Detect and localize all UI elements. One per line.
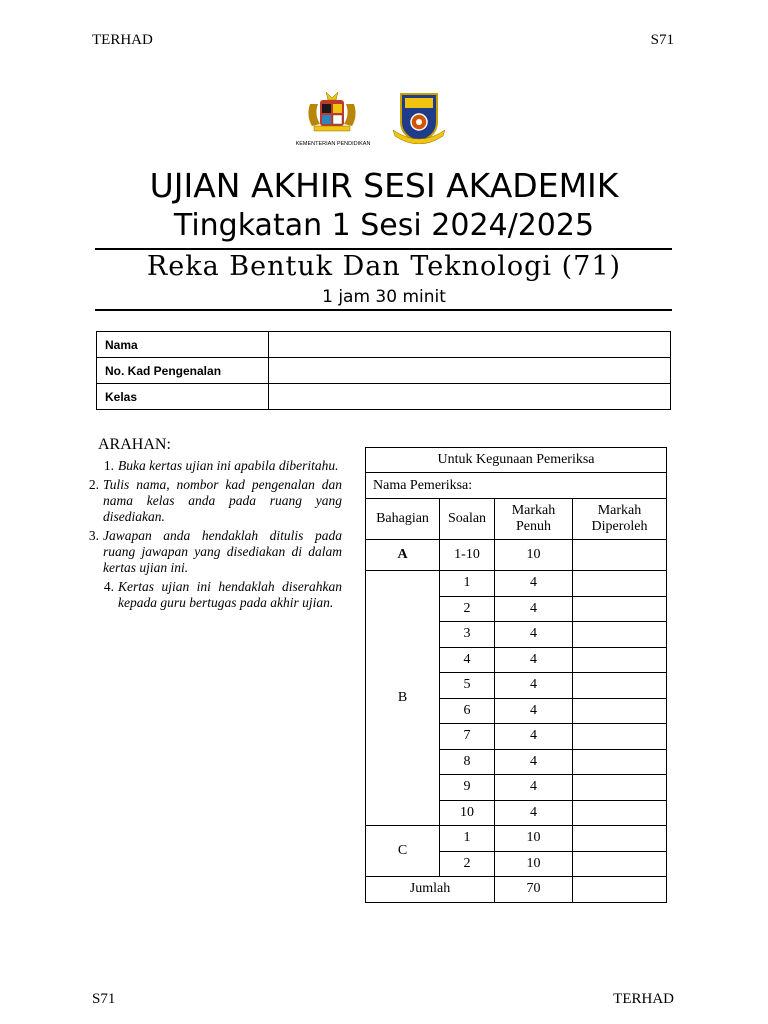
question-number: 6 [440, 698, 495, 724]
class-field[interactable] [269, 384, 671, 410]
obtained-mark-cell[interactable] [573, 749, 667, 775]
question-number: 3 [440, 622, 495, 648]
examiner-name-field[interactable]: Nama Pemeriksa: [366, 473, 667, 499]
header-section: Bahagian [366, 499, 440, 540]
full-mark: 4 [495, 622, 573, 648]
table-row [366, 571, 667, 597]
obtained-mark-cell[interactable] [573, 673, 667, 699]
instruction-number: 3. [88, 528, 99, 543]
full-mark: 4 [495, 724, 573, 750]
full-mark: 4 [495, 647, 573, 673]
full-mark: 10 [495, 540, 573, 571]
section-a-label: A [366, 540, 440, 571]
full-mark: 10 [495, 826, 573, 852]
instruction-item [88, 458, 342, 474]
bottom-rule [95, 309, 672, 311]
candidate-ic-row [97, 358, 671, 384]
header-full-marks: Markah Penuh [495, 499, 573, 540]
instruction-text: Buka kertas ujian ini apabila diberitahu. [118, 458, 339, 473]
name-label: Nama [97, 332, 269, 358]
candidate-class-row [97, 384, 671, 410]
ic-label: No. Kad Pengenalan [97, 358, 269, 384]
instruction-text: Jawapan anda hendaklah ditulis pada ruang jawapan yang disediakan di dalam kertas ujian ini. [103, 528, 342, 575]
instruction-number: 4. [103, 579, 114, 594]
obtained-mark-cell[interactable] [573, 851, 667, 877]
footer-classification: TERHAD [613, 991, 674, 1007]
question-number: 1 [440, 571, 495, 597]
obtained-mark-cell[interactable] [573, 800, 667, 826]
obtained-mark-cell[interactable] [573, 596, 667, 622]
school-badge [391, 92, 447, 149]
instruction-number: 1. [103, 458, 114, 473]
instructions-title: ARAHAN: [98, 436, 171, 453]
obtained-mark-cell[interactable] [573, 698, 667, 724]
question-number: 1 [440, 826, 495, 852]
question-number: 4 [440, 647, 495, 673]
instruction-text: Tulis nama, nombor kad pengenalan dan nama kelas anda pada ruang yang disediakan. [103, 477, 342, 524]
instruction-item [88, 528, 342, 576]
examiner-table-title: Untuk Kegunaan Pemeriksa [366, 448, 667, 473]
obtained-mark-cell[interactable] [573, 724, 667, 750]
total-obtained-cell[interactable] [573, 877, 667, 903]
instructions-list [88, 458, 342, 614]
section-c-label: C [366, 826, 440, 877]
exam-title: UJIAN AKHIR SESI AKADEMIK [149, 166, 619, 205]
question-number: 8 [440, 749, 495, 775]
question-number: 10 [440, 800, 495, 826]
header-code: S71 [650, 32, 674, 48]
class-label: Kelas [97, 384, 269, 410]
full-mark: 4 [495, 596, 573, 622]
obtained-mark-cell[interactable] [573, 647, 667, 673]
full-mark: 4 [495, 775, 573, 801]
header-obtained-marks: Markah Diperoleh [573, 499, 667, 540]
total-label: Jumlah [366, 877, 495, 903]
exam-session: Tingkatan 1 Sesi 2024/2025 [173, 208, 595, 243]
full-mark: 4 [495, 698, 573, 724]
candidate-name-row [97, 332, 671, 358]
top-rule [95, 248, 672, 250]
candidate-info-table [96, 331, 671, 410]
header-classification: TERHAD [92, 32, 153, 48]
total-row [366, 877, 667, 903]
header-question: Soalan [440, 499, 495, 540]
full-mark: 10 [495, 851, 573, 877]
table-row [366, 540, 667, 571]
question-number: 1-10 [440, 540, 495, 571]
examiner-marks-table [365, 447, 667, 903]
question-number: 2 [440, 851, 495, 877]
table-row [366, 826, 667, 852]
ministry-crest [295, 90, 378, 147]
question-number: 5 [440, 673, 495, 699]
exam-duration: 1 jam 30 minit [322, 287, 446, 307]
ministry-caption: KEMENTERIAN PENDIDIKAN [295, 141, 371, 147]
instruction-item [88, 579, 342, 611]
instruction-item [88, 477, 342, 525]
obtained-mark-cell[interactable] [573, 571, 667, 597]
instruction-text: Kertas ujian ini hendaklah diserahkan kepada guru bertugas pada akhir ujian. [118, 579, 342, 610]
instruction-number: 2. [88, 477, 99, 492]
question-number: 2 [440, 596, 495, 622]
section-b-label: B [366, 571, 440, 826]
name-field[interactable] [269, 332, 671, 358]
full-mark: 4 [495, 673, 573, 699]
total-full-marks: 70 [495, 877, 573, 903]
obtained-mark-cell[interactable] [573, 775, 667, 801]
obtained-mark-cell[interactable] [573, 826, 667, 852]
question-number: 9 [440, 775, 495, 801]
full-mark: 4 [495, 749, 573, 775]
ic-field[interactable] [269, 358, 671, 384]
footer-code: S71 [92, 991, 116, 1007]
obtained-mark-cell[interactable] [573, 622, 667, 648]
full-mark: 4 [495, 571, 573, 597]
obtained-mark-cell[interactable] [573, 540, 667, 571]
subject-title: Reka Bentuk Dan Teknologi (71) [146, 251, 622, 282]
question-number: 7 [440, 724, 495, 750]
full-mark: 4 [495, 800, 573, 826]
